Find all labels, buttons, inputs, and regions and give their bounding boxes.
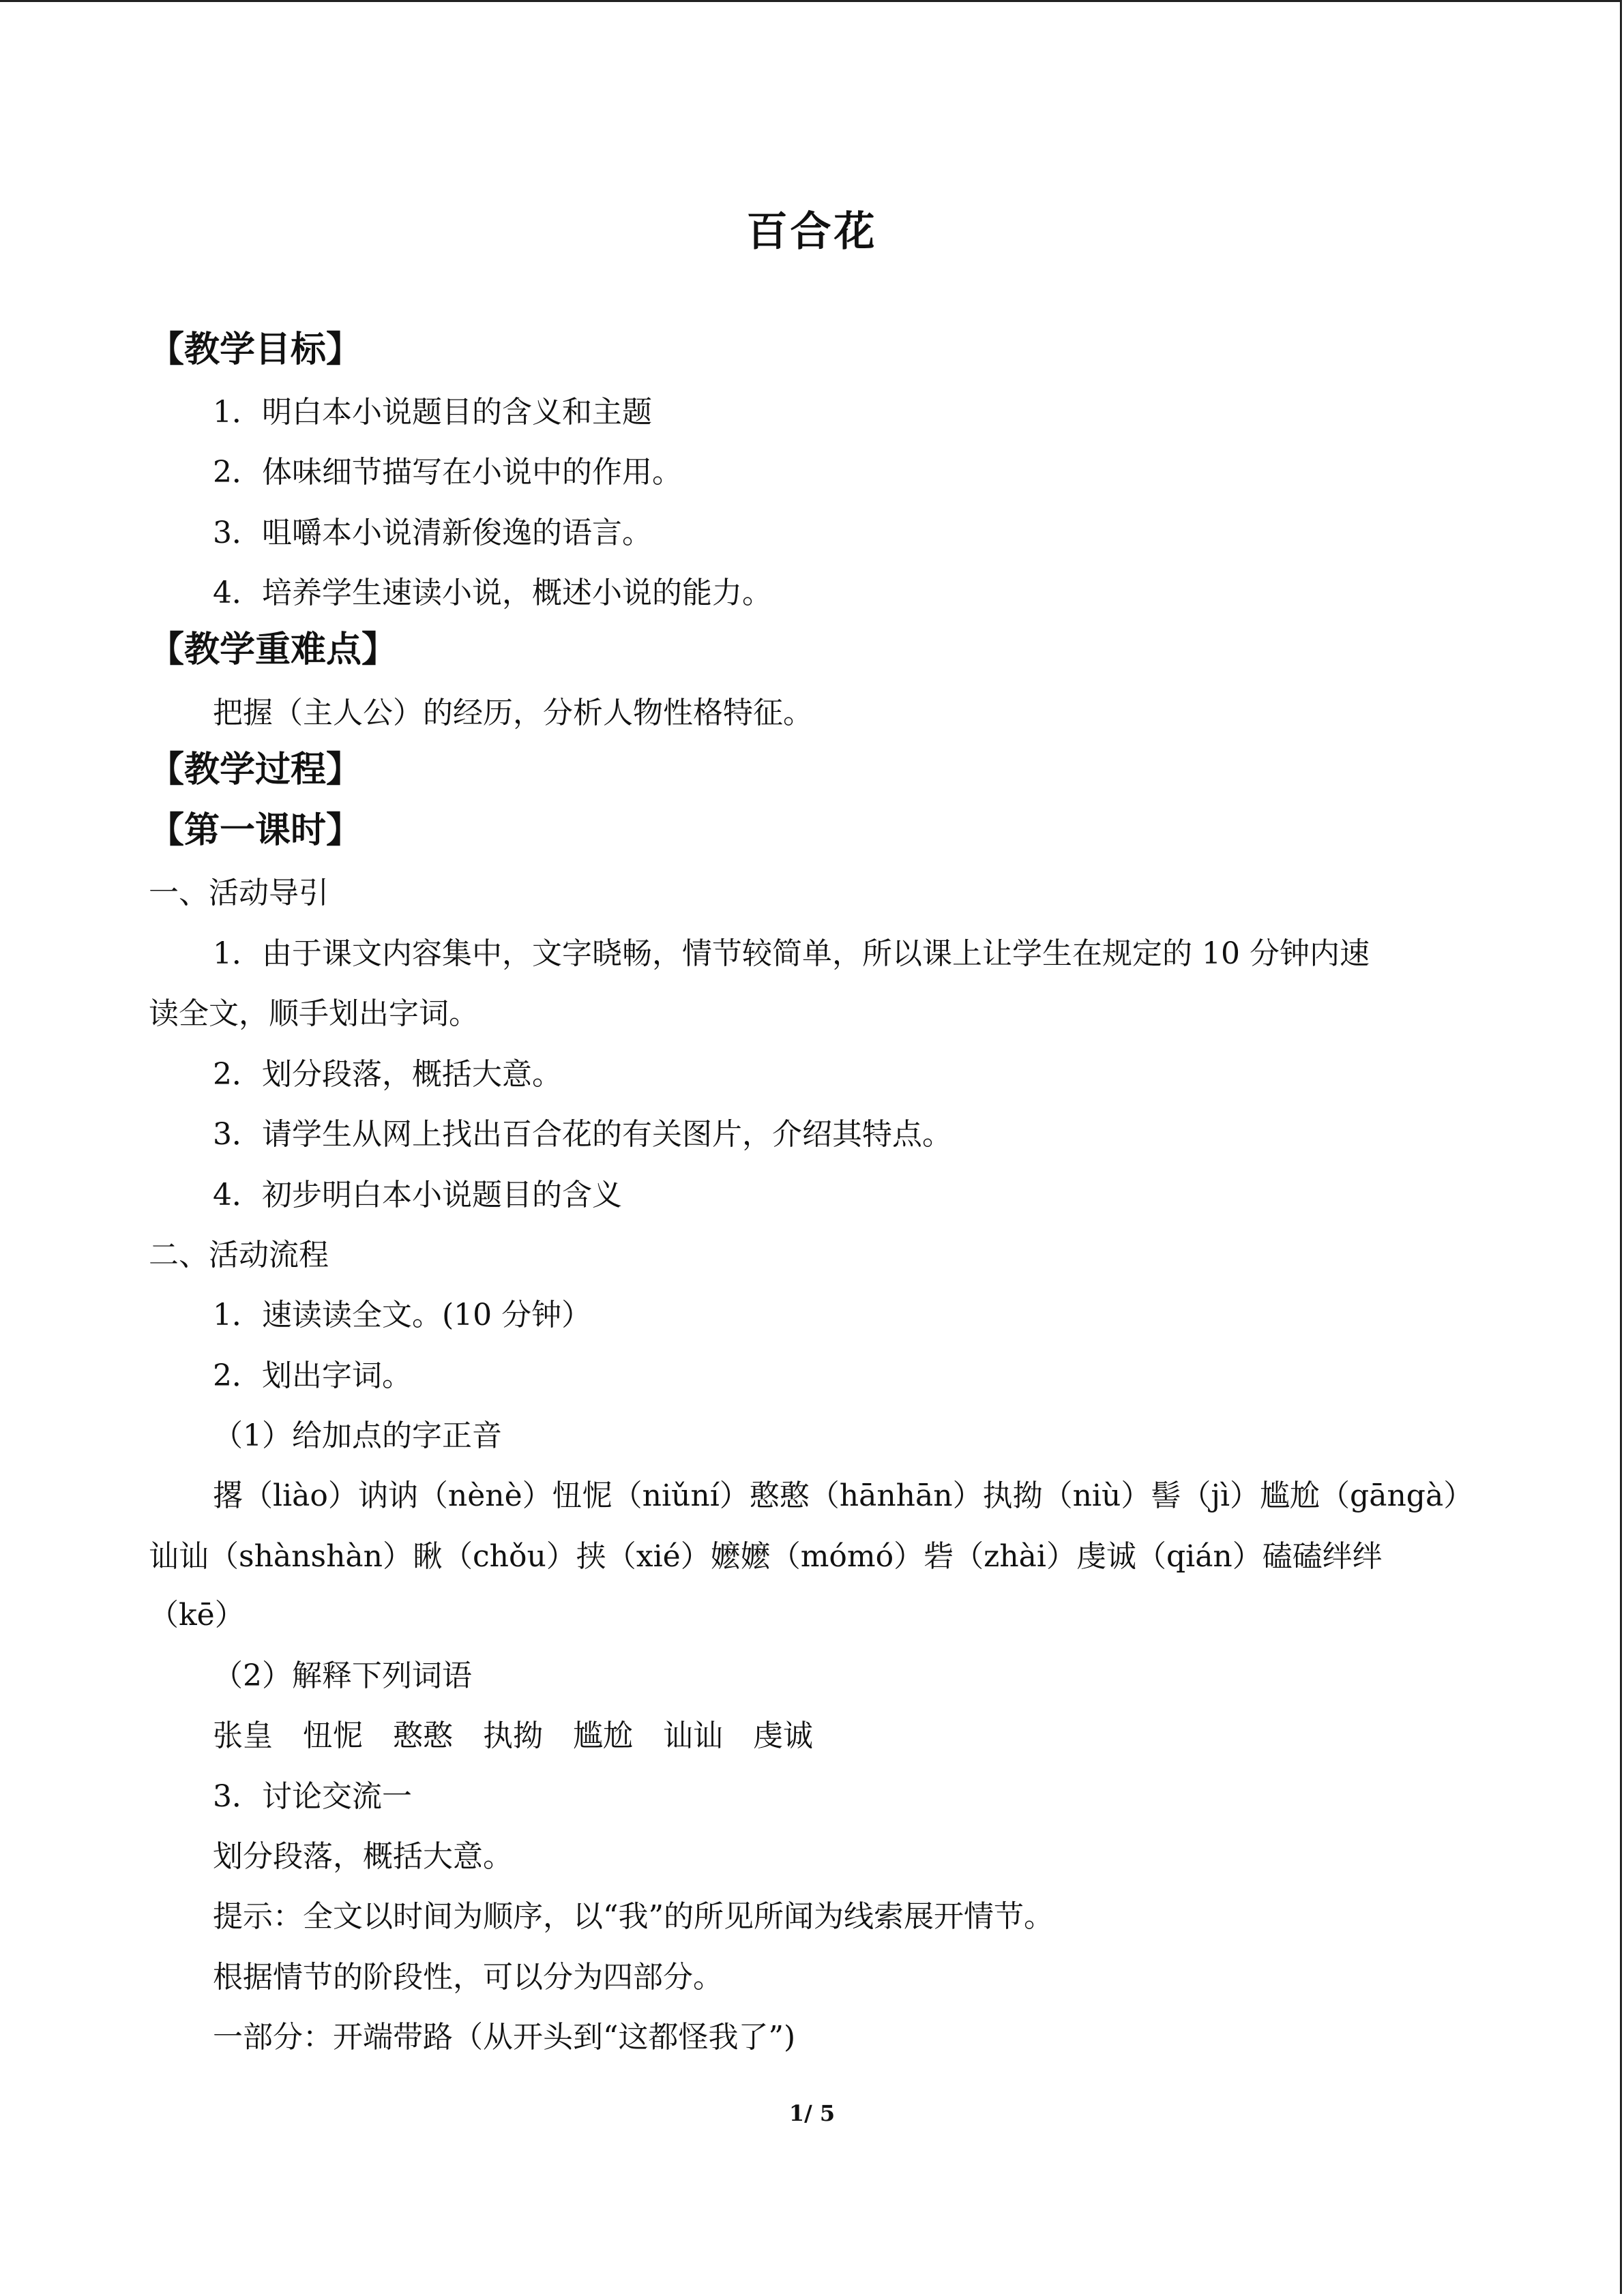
lesson1-heading: 【第一课时】	[149, 809, 362, 851]
goal-item-4: 4．培养学生速读小说，概述小说的能力。	[213, 576, 772, 610]
hint-text: 提示：全文以时间为顺序，以“我”的所见所闻为线索展开情节。	[213, 1899, 1054, 1934]
part2-sub2: （2）解释下列词语	[213, 1658, 472, 1693]
pinyin-line-3: （kē）	[149, 1598, 245, 1632]
discuss-text: 划分段落，概括大意。	[213, 1839, 513, 1874]
keypoints-heading: 【教学重难点】	[149, 629, 398, 670]
part2-heading: 二、活动流程	[149, 1238, 329, 1272]
goals-heading: 【教学目标】	[149, 329, 362, 370]
process-heading: 【教学过程】	[149, 749, 362, 790]
part1-item3: 3．请学生从网上找出百合花的有关图片，介绍其特点。	[213, 1117, 952, 1152]
part2-item1: 1．速读读全文。(10 分钟）	[213, 1298, 592, 1332]
pinyin-line-2: 讪讪（shànshàn）瞅（chǒu）挟（xié）嬷嬷（mómó）砦（zhài）虔诚（qián）磕磕绊绊	[149, 1539, 1383, 1574]
part1-item2: 2．划分段落，概括大意。	[213, 1057, 562, 1092]
part2-sub1: （1）给加点的字正音	[213, 1418, 502, 1453]
page-title: 百合花	[746, 208, 878, 256]
page-number: 1/ 5	[788, 2100, 836, 2126]
goal-item-1: 1．明白本小说题目的含义和主题	[213, 395, 652, 430]
goal-item-3: 3．咀嚼本小说清新俊逸的语言。	[213, 516, 652, 550]
part1-item1-line1: 1．由于课文内容集中，文字晓畅，情节较简单，所以课上让学生在规定的 10 分钟内速	[213, 936, 1370, 971]
pinyin-line-1: 撂（liào）讷讷（nènè）忸怩（niǔní）憨憨（hānhān）执拗（niù）髻（jì）尴尬（gāngà）	[213, 1478, 1474, 1513]
section-one-text: 一部分：开端带路（从开头到“这都怪我了”)	[213, 2020, 796, 2055]
part1-heading: 一、活动导引	[149, 876, 329, 910]
stages-text: 根据情节的阶段性，可以分为四部分。	[213, 1960, 723, 1995]
goal-item-2: 2．体味细节描写在小说中的作用。	[213, 455, 682, 490]
part2-item2: 2．划出字词。	[213, 1358, 412, 1393]
part1-item4: 4．初步明白本小说题目的含义	[213, 1178, 622, 1212]
terms-list: 张皇 忸怩 憨憨 执拗 尴尬 讪讪 虔诚	[213, 1718, 813, 1753]
part2-item3: 3．讨论交流一	[213, 1779, 412, 1814]
keypoints-text: 把握（主人公）的经历，分析人物性格特征。	[213, 696, 813, 730]
part1-item1-line2: 读全文，顺手划出字词。	[149, 996, 479, 1031]
